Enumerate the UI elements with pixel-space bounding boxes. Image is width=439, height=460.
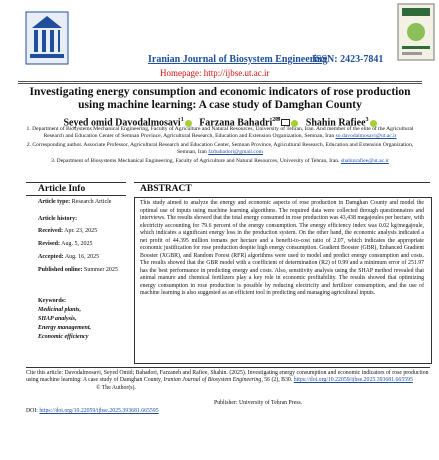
author-name: Farzana Bahadri <box>199 117 273 129</box>
history-label: Article history: <box>38 216 78 222</box>
published-label: Published online: <box>38 267 83 273</box>
received-row <box>38 227 126 236</box>
article-type-label: Article type: <box>38 199 71 205</box>
received-label: Received: <box>38 228 63 234</box>
article-type: Research Article <box>71 199 112 205</box>
revised-date: Aug. 5, 2025 <box>61 241 93 247</box>
article-info-top-rule <box>26 182 126 183</box>
doi-link[interactable]: https://doi.org/10.22059/ijbse.2025.393681.665595 <box>39 408 159 414</box>
journal-cover-logo <box>396 2 436 62</box>
accepted-row <box>38 253 126 262</box>
affiliation-text: 1. Department of Biosystems Mechanical Engineering, Faculty of Agriculture and Natural Resources, University of Tehran, Iran. And member of the elite of the Agricultural Research and Education Center of Semnan Province, Agricultural Research, Education and Extension Organization, Semnan, Iran <box>26 126 414 140</box>
email-link[interactable]: farbahadori@gmail.com <box>208 149 263 156</box>
author-sup: 2✉ <box>272 117 281 123</box>
homepage-label: Homepage: <box>160 68 204 78</box>
citation-doi-link[interactable]: https://doi.org/10.22059/ijbse.2025.393681.665595 <box>293 377 413 384</box>
affiliation-3 <box>22 158 418 165</box>
header-rule <box>18 81 422 82</box>
title-line-1: Investigating energy consumption and economic indicators of rose production <box>29 86 411 98</box>
author-name: Shahin Rafiee <box>305 117 366 129</box>
email-link[interactable]: so.davodalmosavi@ut.ac.ir <box>335 133 397 140</box>
paper-title <box>18 86 422 112</box>
abstract-heading: ABSTRACT <box>140 184 192 194</box>
journal-name[interactable]: Iranian Journal of Biosystem Engineering <box>148 54 328 65</box>
citation-prefix: Cite this article: Davodalmosavi, Seyed Omid; Bahadori, Farzaneh and Rafiee, Shahin. (2025). Investigating energy consumption and economic indicators of rose production using machine learning: A case study of Damghan County, <box>26 370 429 384</box>
affiliation-text: 3. Department of Biosystems Mechanical Engineering, Faculty of Agriculture and Natural Resources, University of Tehran, Iran. <box>51 157 340 164</box>
affiliations <box>22 126 418 166</box>
issn: ISSN: 2423-7841 <box>312 54 384 65</box>
abstract-text: This study aimed to analyze the energy and economic aspects of rose production in Damghan County and model the optimal use of inputs using machine learning algorithms. The required data were collected through questionnaires and interviews. The results showed that the total energy consumed in rose production was 43,438 megajoules per hectare, with electricity accounting for 79.6 percent of the energy consumption. The energy efficiency index was 0.02 kg/megajoule, which indicates a significant energy loss in the production system. On the other hand, the economic analysis indicated a net profit of 44.395 million tomans per hectare and a benefit-to-cost ratio of 2.07, which indicates the appropriate economic justification for rose production despite high energy consumption. Gradient Booster (GBR), Enhanced Gradient Booster (XGBR), and Random Forest (RFR) algorithms were used to model and predict energy consumption and costs. The results showed that the GBR model with a coefficient of determination (R2) of 0.99 and a minimum error of 251.97 has the best performance in predicting energy and costs. Also, sensitivity analysis using the SHAP method revealed that animal manure and chemical fertilizers play a key role in economic profitability. The results showed that optimizing energy consumption in rose production is possible by reducing electricity and fertilizer consumption, and the use of machine learning is also suggested as an efficient tool in predicting and managing agricultural inputs. <box>140 200 424 296</box>
university-logo <box>16 4 78 76</box>
author-sup: 1 <box>180 117 184 123</box>
affiliation-2 <box>22 142 418 157</box>
article-type-row <box>38 198 126 207</box>
author-name: Seyed omid Davodalmosavi <box>63 117 181 129</box>
affiliation-1 <box>22 126 418 141</box>
homepage <box>160 68 269 78</box>
article-info <box>38 198 126 342</box>
article-info-rule <box>26 195 126 196</box>
keyword: Energy management, <box>38 325 92 331</box>
publisher: Publisher: University of Tehran Press. <box>214 400 303 406</box>
abstract-top-rule <box>134 182 430 183</box>
citation <box>26 370 430 392</box>
envelope-icon[interactable] <box>281 119 290 126</box>
revised-label: Revised: <box>38 241 60 247</box>
author-sup: 3 <box>365 117 369 123</box>
doi-line <box>26 408 159 414</box>
published-row <box>38 266 126 275</box>
citation-journal: Iranian Journal of Biosystem Engineering <box>163 377 262 384</box>
published-date: Summer 2025 <box>84 267 118 273</box>
homepage-link[interactable]: http://ijbse.ut.ac.ir <box>203 68 270 78</box>
keyword: Medicinal plants, <box>38 307 82 313</box>
keyword: SHAP analysis, <box>38 316 77 322</box>
keywords-label: Keywords: <box>38 298 66 304</box>
affiliation-text: 2. Corresponding author. Associate Professor, Agricultural Research and Education Center, Semnan Province, Agricultural Research, Education and Extension Organization, Semnan, Iran <box>26 141 414 156</box>
citation-volume: , 56 (2), B30. <box>261 377 294 384</box>
accepted-date: Aug. 16, 2025 <box>64 254 100 260</box>
received-date: Apr. 23, 2025 <box>64 228 98 234</box>
revised-row <box>38 240 126 249</box>
copyright: © The Author(s). <box>96 384 136 391</box>
article-info-heading: Article Info <box>38 184 86 194</box>
title-line-2: using machine learning: A case study of Damghan County <box>78 99 362 111</box>
doi-label: DOI: <box>26 408 40 414</box>
email-link[interactable]: shahinrafiee@ut.ac.ir <box>340 157 389 164</box>
citation-rule <box>26 367 430 368</box>
keyword: Economic efficiency <box>38 334 89 340</box>
accepted-label: Accepted: <box>38 254 64 260</box>
header-rule-secondary <box>18 83 422 84</box>
